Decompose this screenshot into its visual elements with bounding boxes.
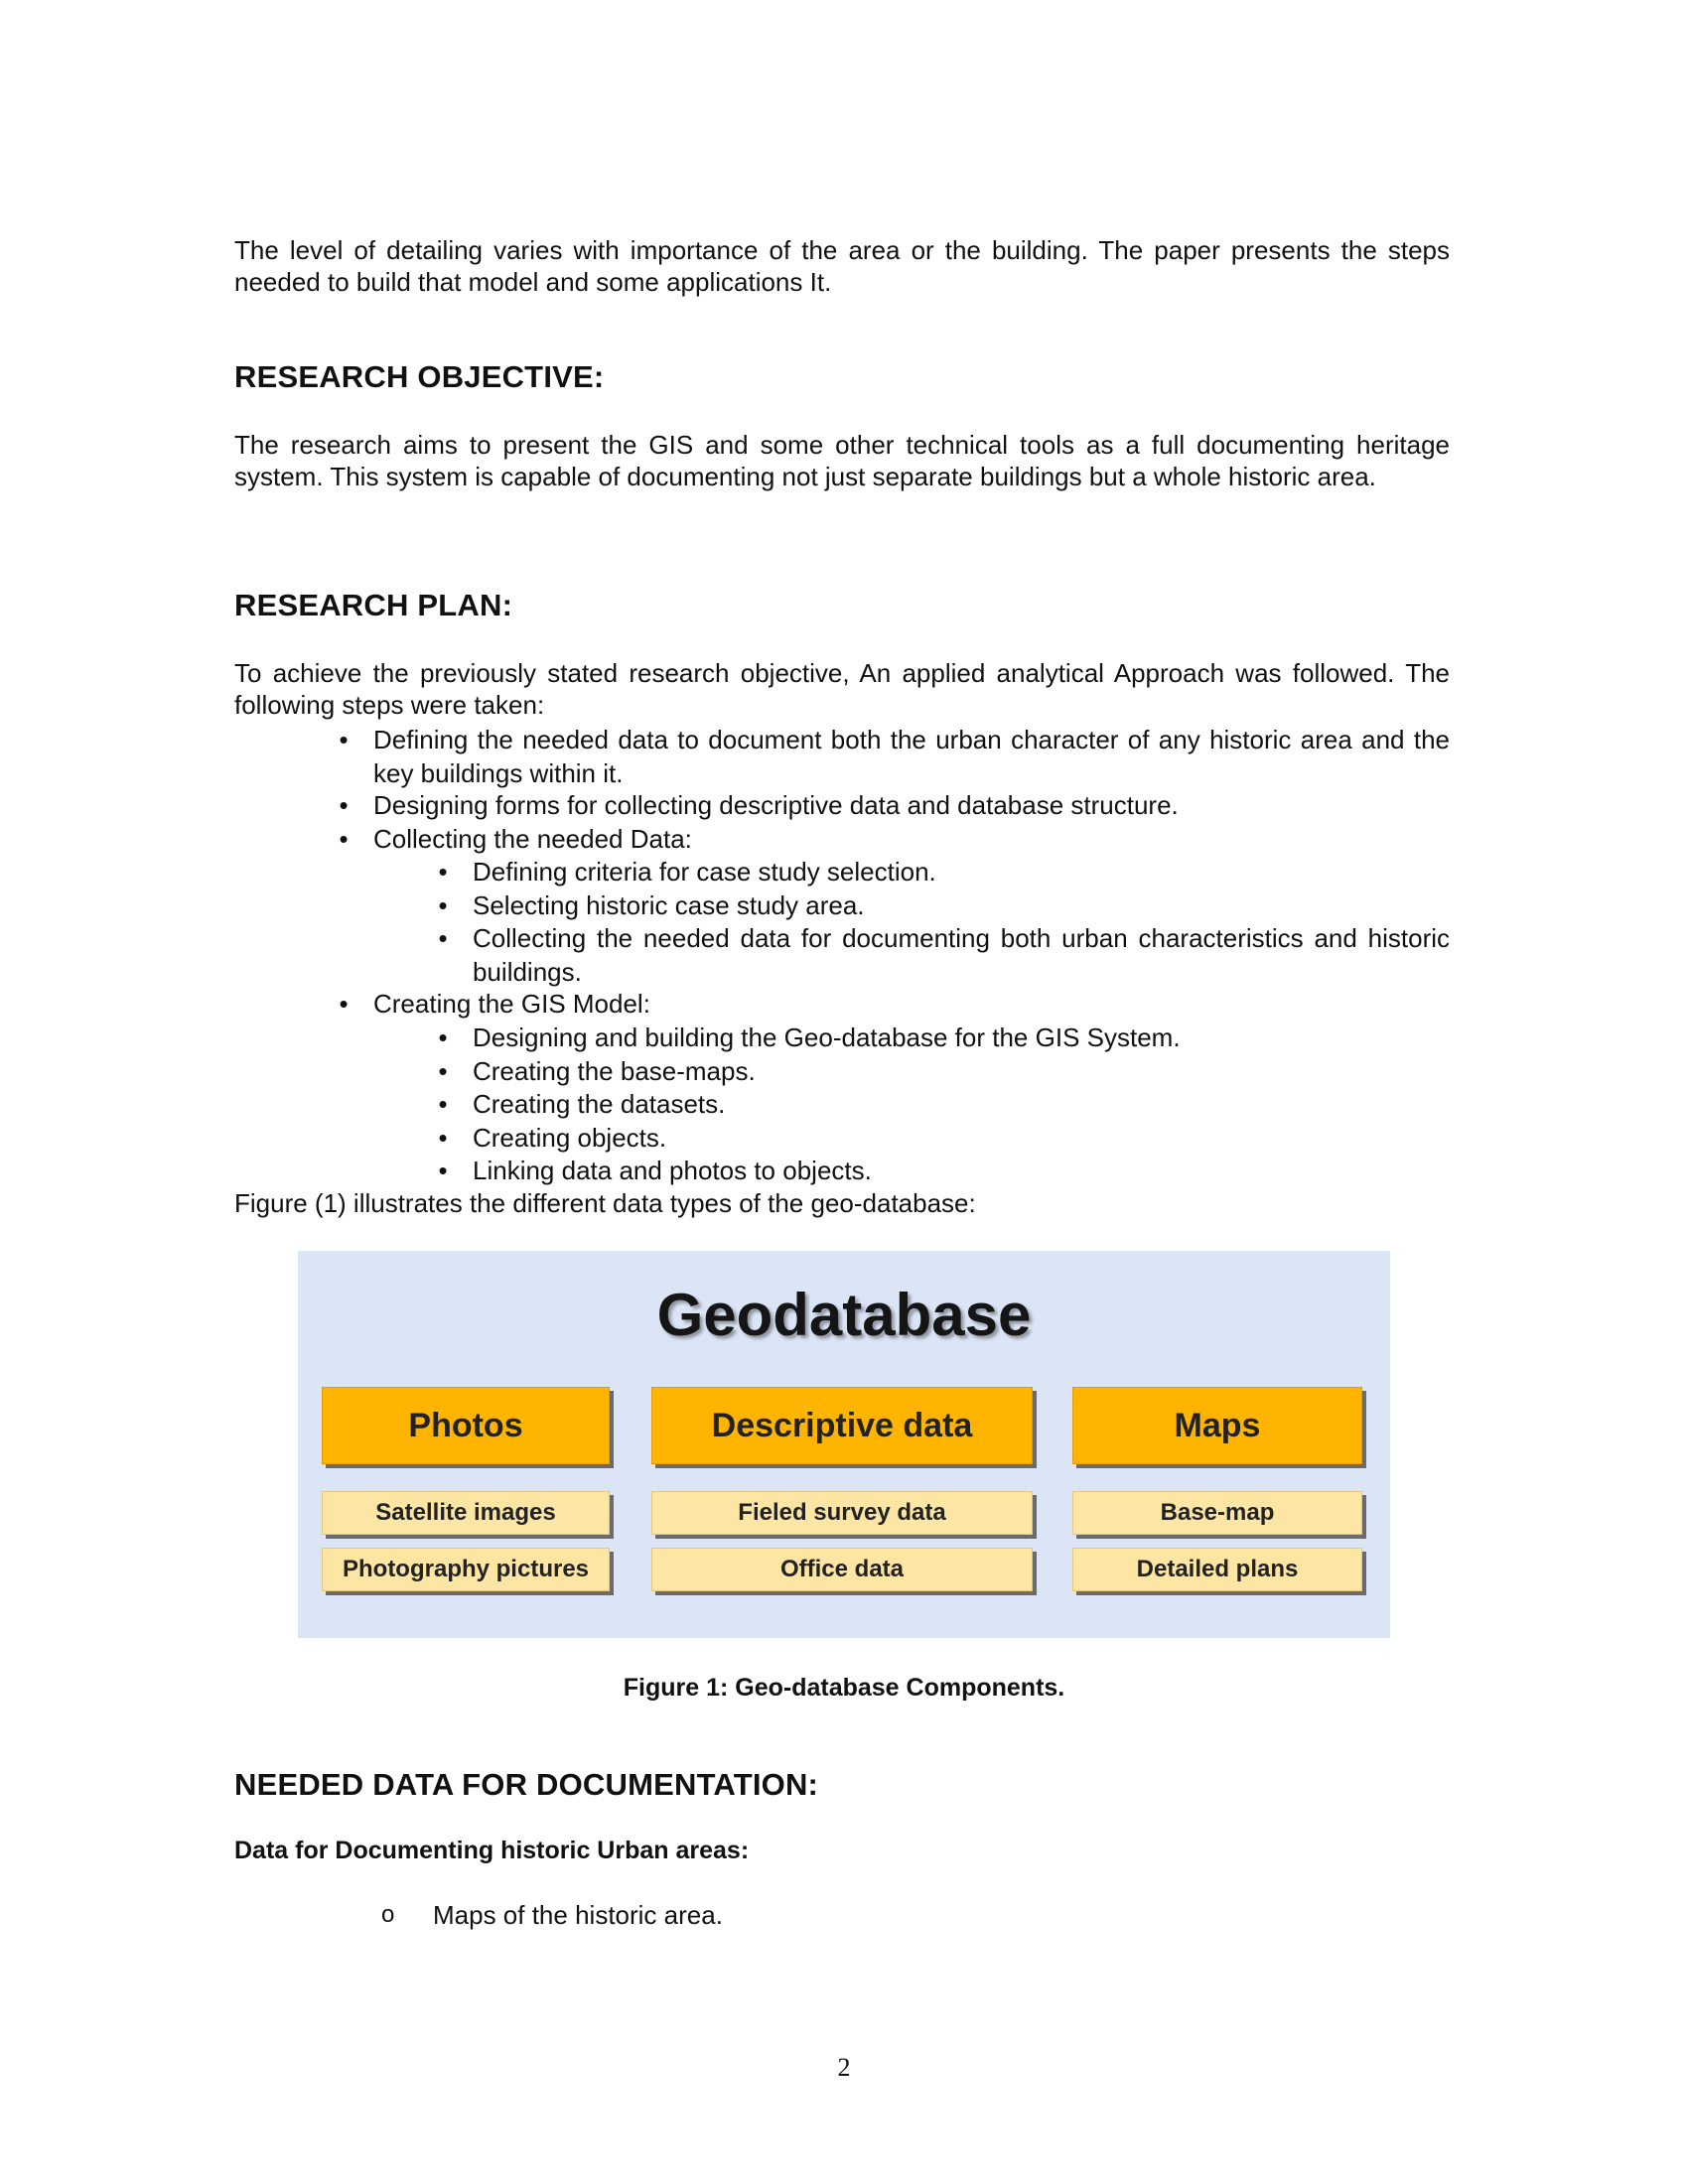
research-plan-steps-list: [339, 724, 1450, 1188]
list-item-text: Collecting the needed Data:: [373, 823, 692, 854]
list-item-text: Creating objects.: [473, 1122, 667, 1153]
figure-caption: Figure 1: Geo-database Components.: [623, 1674, 1065, 1702]
list-item-text: Defining criteria for case study selection.: [473, 857, 936, 887]
list-item: [339, 724, 1450, 789]
research-plan-heading: RESEARCH PLAN:: [234, 588, 513, 622]
figure-title: Geodatabase: [656, 1282, 1032, 1348]
urban-areas-subheading: Data for Documenting historic Urban areas:: [234, 1837, 750, 1864]
list-item: [373, 1055, 1450, 1089]
bullet-icon: •: [339, 989, 349, 1020]
circle-bullet-icon: o: [381, 1901, 395, 1928]
list-item: [373, 1022, 1450, 1055]
figure-reference-text: Figure (1) illustrates the different data types of the geo-database:: [234, 1188, 976, 1218]
satellite-images-box: Satellite images: [322, 1491, 610, 1535]
bullet-icon: •: [438, 1089, 448, 1120]
page-number: 2: [837, 2053, 851, 2082]
list-item: [339, 789, 1450, 823]
bullet-icon: •: [339, 725, 349, 754]
list-item: [373, 1088, 1450, 1122]
bullet-icon: •: [438, 889, 448, 920]
intro-paragraph: The level of detailing varies with importance of the area or the building. The paper presents the steps needed to build that model and some applications It.: [234, 235, 1450, 297]
bullet-icon: •: [339, 790, 349, 820]
detailed-plans-box: Detailed plans: [1072, 1548, 1362, 1591]
research-objective-paragraph: The research aims to present the GIS and some other technical tools as a full documenting heritage system. This system is capable of documenting not just separate buildings but a whole historic area.: [234, 430, 1450, 491]
bullet-icon: •: [339, 823, 349, 854]
bullet-icon: •: [438, 923, 448, 954]
bullet-icon: •: [438, 1055, 448, 1086]
list-item-text: Designing and building the Geo-database for the GIS System.: [473, 1022, 1181, 1052]
photos-header-box: Photos: [322, 1387, 610, 1464]
base-map-box: Base-map: [1072, 1491, 1362, 1535]
list-item: [339, 988, 1450, 1022]
office-data-box: Office data: [651, 1548, 1033, 1591]
list-item-text: Creating the base-maps.: [473, 1055, 756, 1086]
descriptive-data-header-box: Descriptive data: [651, 1387, 1033, 1464]
list-item-text: Maps of the historic area.: [433, 1900, 723, 1930]
list-item: [373, 1155, 1450, 1188]
geodatabase-figure: [298, 1251, 1390, 1638]
needed-data-list: [381, 1899, 723, 1931]
needed-data-heading: NEEDED DATA FOR DOCUMENTATION:: [234, 1767, 819, 1802]
maps-header-box: Maps: [1072, 1387, 1362, 1464]
field-survey-data-box: Fieled survey data: [651, 1491, 1033, 1535]
photography-pictures-box: Photography pictures: [322, 1548, 610, 1591]
list-item-text: Defining the needed data to document both the urban character of any historic area and the key buildings within it.: [373, 725, 1450, 788]
list-item: [381, 1899, 723, 1931]
research-objective-heading: RESEARCH OBJECTIVE:: [234, 359, 605, 394]
list-item-text: Creating the GIS Model:: [373, 989, 650, 1020]
list-item-text: Linking data and photos to objects.: [473, 1156, 872, 1186]
bullet-icon: •: [438, 1156, 448, 1186]
bullet-icon: •: [438, 857, 448, 887]
list-item: [373, 922, 1450, 988]
list-item: [373, 889, 1450, 923]
list-item: [373, 1122, 1450, 1156]
list-item-text: Selecting historic case study area.: [473, 889, 865, 920]
research-plan-paragraph: To achieve the previously stated research objective, An applied analytical Approach was followed. The following steps were taken:: [234, 658, 1450, 720]
list-item-text: Collecting the needed data for documenting both urban characteristics and historic buildings.: [473, 923, 1450, 987]
list-item: [373, 856, 1450, 889]
bullet-icon: •: [438, 1022, 448, 1052]
list-item-text: Creating the datasets.: [473, 1089, 726, 1120]
list-item: [339, 823, 1450, 857]
bullet-icon: •: [438, 1122, 448, 1153]
list-item-text: Designing forms for collecting descriptive data and database structure.: [373, 790, 1179, 820]
